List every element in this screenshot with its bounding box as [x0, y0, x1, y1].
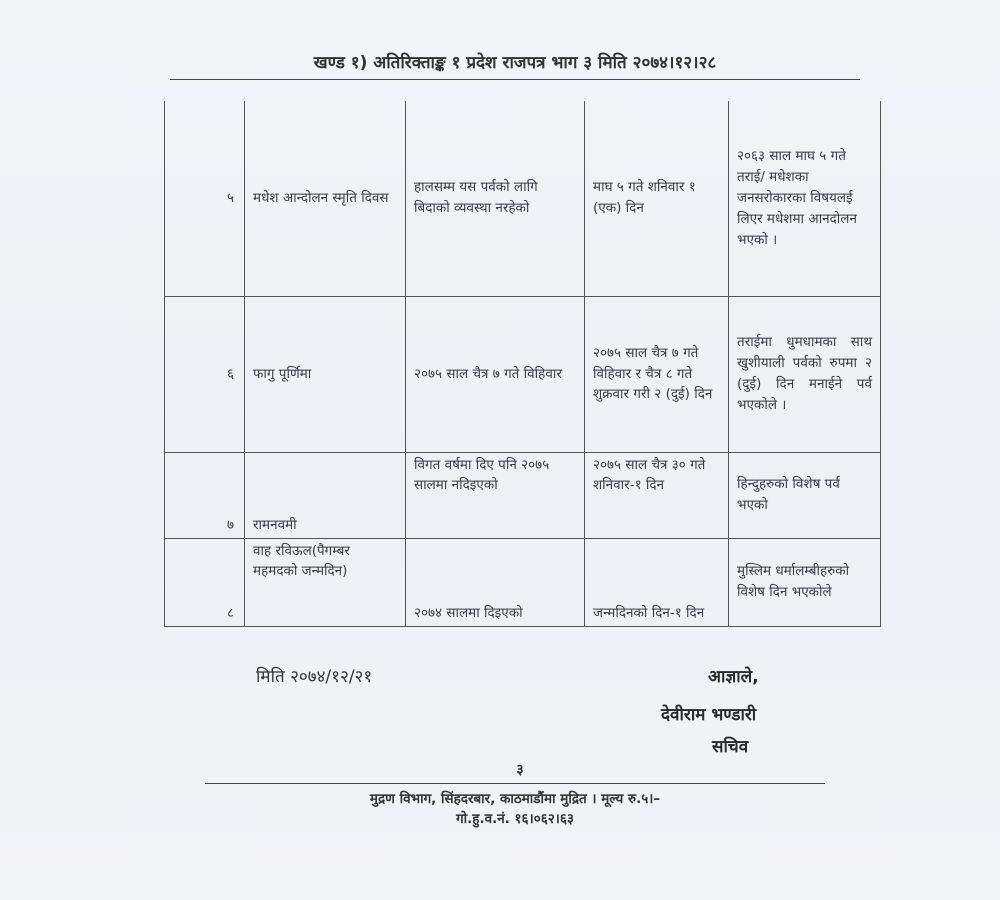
holiday-reason: २०६३ साल माघ ५ गते तराई/ मधेशका जनसरोकारका विषयलई लिएर मधेशमा आनदोलन भएको ।	[729, 101, 881, 296]
row-serial: ५	[165, 101, 245, 296]
signatory-name: देवीराम भण्डारी	[661, 705, 757, 725]
header-divider	[170, 79, 860, 80]
table-row	[165, 101, 881, 296]
order-label: आज्ञाले,	[708, 667, 759, 687]
holiday-table	[164, 101, 881, 627]
imprint-line: मुद्रण विभाग, सिंहदरबार, काठमाडौंमा मुद्रित । मूल्य रु.५।–	[369, 791, 661, 807]
holiday-name: वाह रविऊल(पैगम्बर महमदको जन्मदिन)	[245, 538, 406, 626]
holiday-reason: हिन्दुहरुको विशेष पर्व भएको	[729, 452, 881, 538]
footer-divider	[205, 783, 825, 784]
table-row	[165, 452, 881, 538]
holiday-remark: विगत वर्षमा दिए पनि २०७५ सालमा नदिइएको	[406, 452, 585, 538]
holiday-date: माघ ५ गते शनिवार १ (एक) दिन	[585, 101, 729, 296]
row-serial: ६	[165, 296, 245, 452]
signatory-title: सचिव	[712, 737, 749, 757]
holiday-name: रामनवमी	[245, 452, 406, 538]
table-row	[165, 538, 881, 626]
holiday-reason: तराईमा धुमधामका साथ खुशीयाली पर्वको रुपमा २ (दुई) दिन मनाईने पर्व भएकोले ।	[729, 296, 881, 452]
row-serial: ७	[165, 452, 245, 538]
holiday-reason: मुस्लिम धर्मालम्बीहरुको विशेष दिन भएकोले	[729, 538, 881, 626]
holiday-name: फागु पूर्णिमा	[245, 296, 406, 452]
issue-date: मिति २०७४/१२/२१	[256, 667, 373, 687]
holiday-date: २०७५ साल चैत्र ३० गते शनिवार-१ दिन	[585, 452, 729, 538]
holiday-remark: २०७५ साल चैत्र ७ गते विहिवार	[406, 296, 585, 452]
holiday-name: मधेश आन्दोलन स्मृति दिवस	[245, 101, 406, 296]
page-number: ३	[516, 762, 524, 778]
holiday-date: २०७५ साल चैत्र ७ गते विहिवार र चैत्र ८ गते शुक्रवार गरी २ (दुई) दिन	[585, 296, 729, 452]
row-serial: ८	[165, 538, 245, 626]
holiday-date: जन्मदिनको दिन-१ दिन	[585, 538, 729, 626]
table-row	[165, 296, 881, 452]
imprint-reference: गो.हु.व.नं. १६।०६२।६३	[456, 811, 574, 827]
holiday-remark: हालसम्म यस पर्वको लागि बिदाको व्यवस्था नरहेको	[406, 101, 585, 296]
holiday-remark: २०७४ सालमा दिइएको	[406, 538, 585, 626]
page-header: खण्ड १) अतिरिक्ताङ्क १ प्रदेश राजपत्र भाग ३ मिति २०७४।१२।२८	[313, 53, 717, 73]
